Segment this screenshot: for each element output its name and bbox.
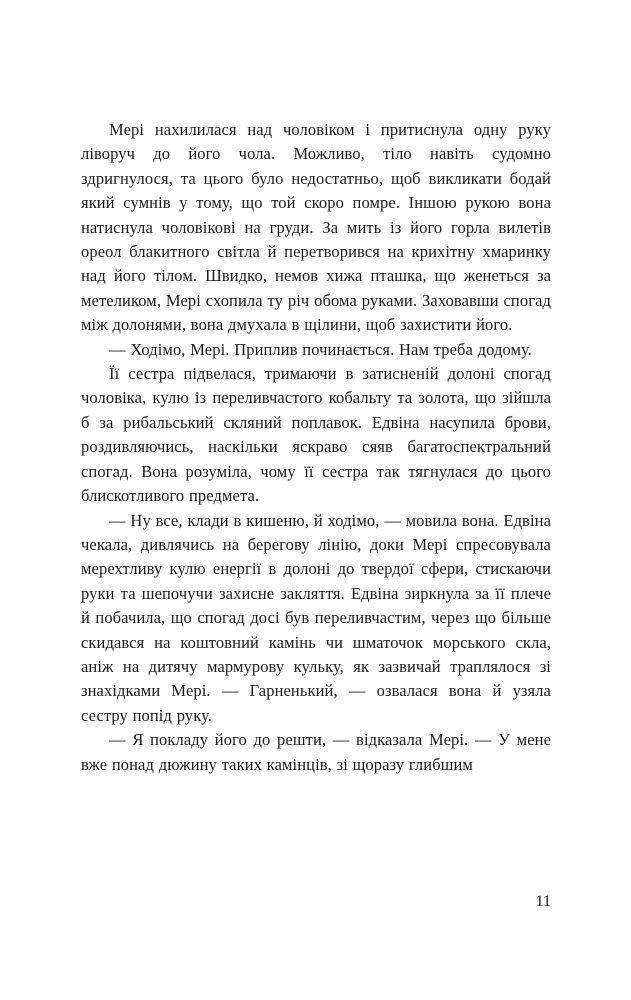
paragraph: — Ну все, клади в кишеню, й ходімо, — мовила вона. Едвіна чекала, дивлячись на берегову лінію, доки Мері спресовувала мерехтливу кулю енергії в долоні до твердої сфери, стискаючи руки та шепочучи захисне закляття. Едвіна зиркнула за її плече й побачила, що спогад досі був переливчастим, через що більше скидався на коштовний камінь чи шматочок морського скла, аніж на дитячу мармурову кульку, як зазвичай траплялося зі знахідками Мері. — Гарненький, — озвалася вона й узяла сестру попід руку.	[81, 510, 551, 725]
page-text-block	[81, 118, 551, 777]
paragraph: Мері нахилилася над чоловіком і притиснула одну руку ліворуч до його чола. Можливо, тіло навіть судомно здригнулося, та цього було недостатньо, щоб викликати бодай який сумнів у тому, що той скоро помре. Іншою рукою вона натиснула чоловікові на груди. За мить із його горла вилетів ореол блакитного світла й перетворився на крихітну хмаринку над його тілом. Швидко, немов хижа пташка, що женеться за метеликом, Мері схопила ту річ обома руками. Заховавши спогад між долонями, вона дмухала в щілини, щоб захистити його.	[81, 120, 551, 335]
paragraph: Її сестра підвелася, тримаючи в затисненій долоні спогад чоловіка, кулю із переливчастого кобальту та золота, що зійшла б за рибальський скляний поплавок. Едвіна насупила брови, роздивляючись, наскільки яскраво сяяв багатоспектральний спогад. Вона розуміла, чому її сестра так тягнулася до цього блискотливого предмета.	[81, 364, 551, 506]
paragraph: — Я покладу його до решти, — відказала Мері. — У мене вже понад дюжину таких камінців, зі щоразу глибшим	[81, 730, 551, 774]
paragraph: — Ходімо, Мері. Приплив починається. Нам треба додому.	[109, 339, 533, 359]
page-number: 11	[535, 893, 551, 910]
